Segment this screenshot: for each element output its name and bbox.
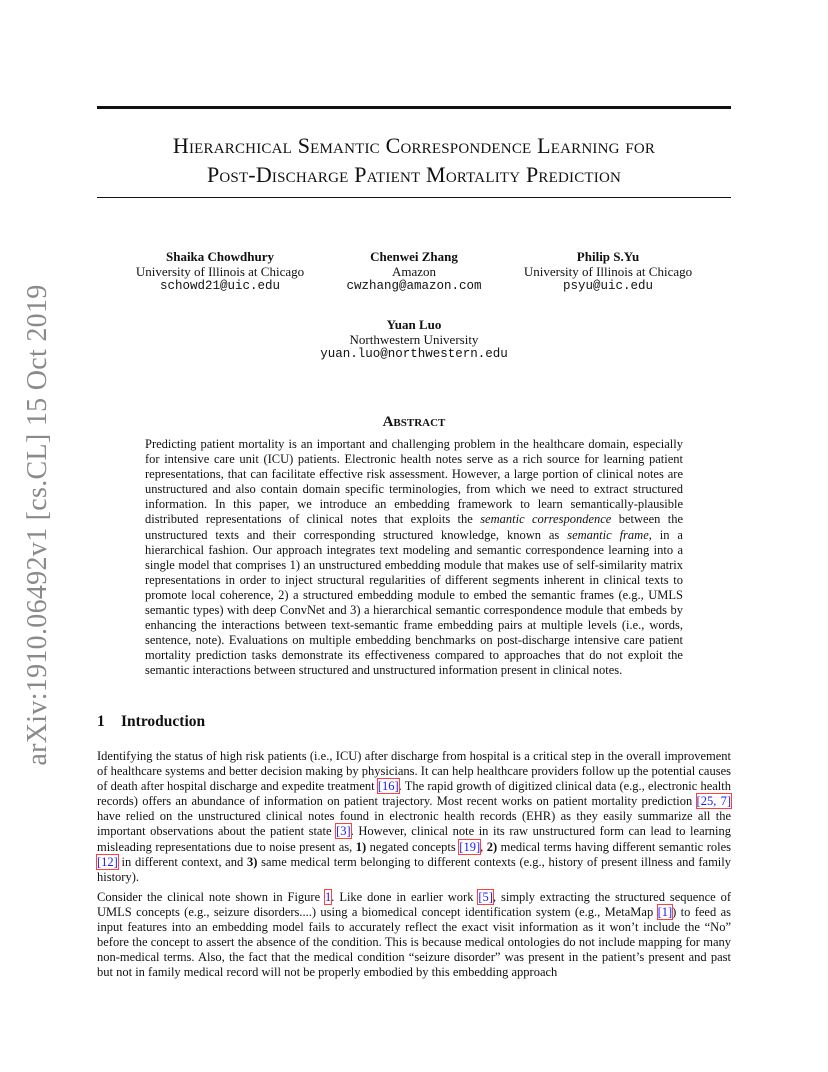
author-affiliation: Amazon <box>391 264 437 279</box>
paragraph-text: ) to feed as input features into an embedding model fails to accurately reflect the exact visit information as it won’t include the “No” before the concept to assert the absence of the condition. This is because medical ontologies do not include mapping for many non-medical terms. Also, the fact that the medical condition “seizure disorder” was present in the patient’s present and past but not in family medical record will not be properly embodied by this embedding approach <box>97 905 731 980</box>
author-block-2 <box>324 249 504 294</box>
abstract-emphasis: semantic frame <box>567 527 649 542</box>
citation-link[interactable]: [3] <box>336 824 351 839</box>
enumeration-marker: 1) <box>355 839 367 854</box>
author-name: Yuan Luo <box>386 317 442 332</box>
paragraph-text: Consider the clinical note shown in Figure <box>97 890 326 904</box>
abstract-part: Predicting patient mortality is an important and challenging problem in the healthcare domain, especially for intensive care unit (ICU) patients. Electronic health notes serve as a rich source for learning patient representations, that can facilitate effective risk assessment. However, a large portion of clinical notes are unstructured and also contain domain specific terminologies, from which we need to extract structured information. In this paper, we introduce an embedding framework to learn semantically-plausible distributed representations of clinical notes that exploits the <box>145 437 683 527</box>
abstract-text <box>145 437 683 679</box>
citation-link[interactable]: [5] <box>478 890 493 904</box>
title-line-1: Hierarchical Semantic Correspondence Learning for <box>172 133 656 158</box>
abstract-part: , in a hierarchical fashion. Our approach integrates text modeling and semantic correspondence learning into a single model that comprises 1) an unstructured embedding module that makes use of self-similarity matrix representations in order to inject structural regularities of different segments inherent in clinical texts to promote local coherence, 2) a structured embedding module to embed the semantic frames (e.g., UMLS semantic types) with deep ConvNet and 3) a hierarchical semantic correspondence module that embeds by enhancing the interactions between text-semantic frame embedding pairs at multiple levels (i.e., words, sentence, note). Evaluations on multiple embedding benchmarks on post-discharge intensive care patient mortality prediction tasks demonstrate its effectiveness compared to approaches that do not exploit the semantic interactions between structured and unstructured information present in clinical notes. <box>145 527 683 678</box>
title-bottom-rule <box>97 197 731 198</box>
paragraph-text: same medical term belonging to different contexts (e.g., history of present illness and family history). <box>97 854 731 884</box>
paragraph-text: medical terms having different semantic roles <box>497 839 732 854</box>
paragraph-text: negated concepts <box>366 839 460 854</box>
author-name: Philip S.Yu <box>576 249 640 264</box>
paragraph-text: , <box>480 839 487 854</box>
abstract-part: between the unstructured texts and their corresponding structured knowledge, known as <box>145 512 683 542</box>
paragraph-text: . The rapid growth of digitized clinical data (e.g., electronic health records) offers an abundance of information on patient trajectory. Most recent works on patient mortality prediction <box>97 779 731 809</box>
enumeration-marker: 3) <box>246 854 258 869</box>
paragraph-text: . Like done in earlier work <box>331 890 479 904</box>
author-affiliation: University of Illinois at Chicago <box>523 264 693 279</box>
paragraph-text: have relied on the unstructured clinical notes found in electronic health records (EHR) as they easily summarize all the important observations about the patient state <box>97 809 731 839</box>
citation-link[interactable]: [12] <box>97 854 118 869</box>
author-block-4 <box>294 317 534 362</box>
citation-link[interactable]: [1] <box>657 905 673 920</box>
author-email[interactable]: psyu@uic.edu <box>562 279 653 293</box>
paragraph-text: , simply extracting the structured sequence of UMLS concepts (e.g., seizure disorders....) using a biomedical concept identification system (e.g., MetaMap <box>97 890 731 920</box>
section-title: Introduction <box>121 713 206 730</box>
author-name: Chenwei Zhang <box>370 249 458 264</box>
abstract-heading: Abstract <box>382 414 446 430</box>
abstract-emphasis: semantic correspondence <box>480 512 612 527</box>
author-affiliation: University of Illinois at Chicago <box>135 264 305 279</box>
author-email[interactable]: cwzhang@amazon.com <box>346 279 482 293</box>
title-line-2: Post-Discharge Patient Mortality Prediction <box>206 162 622 187</box>
citation-link[interactable]: [19] <box>459 839 481 854</box>
enumeration-marker: 2) <box>486 839 498 854</box>
author-name: Shaika Chowdhury <box>165 249 275 264</box>
intro-paragraph-2 <box>97 890 731 981</box>
author-block-3 <box>508 249 708 294</box>
citation-link[interactable]: [16] <box>377 779 399 794</box>
citation-link[interactable]: [25, 7] <box>696 794 732 809</box>
paragraph-text: in different context, and <box>117 854 247 869</box>
author-affiliation: Northwestern University <box>349 332 479 347</box>
section-heading-introduction <box>97 713 205 731</box>
paragraph-text: . However, clinical note in its raw unstructured form can lead to learning misleading representations due to noise present as, <box>97 824 732 854</box>
arxiv-identifier-stamp: arXiv:1910.06492v1 [cs.CL] 15 Oct 2019 <box>22 284 53 766</box>
paper-title <box>97 131 731 189</box>
figure-reference-link[interactable]: 1 <box>325 890 332 904</box>
author-email[interactable]: schowd21@uic.edu <box>159 279 281 293</box>
paragraph-text: Identifying the status of high risk patients (i.e., ICU) after discharge from hospital is a critical step in the overall improvement of healthcare systems and better decision making by physicians. It can help healthcare providers follow up the potential causes of death after hospital discharge and expedite treatment <box>97 749 731 794</box>
title-top-rule <box>97 106 731 109</box>
author-block-1 <box>120 249 320 294</box>
author-email[interactable]: yuan.luo@northwestern.edu <box>320 347 508 361</box>
intro-paragraph-1 <box>97 749 731 885</box>
section-number: 1 <box>97 713 105 730</box>
